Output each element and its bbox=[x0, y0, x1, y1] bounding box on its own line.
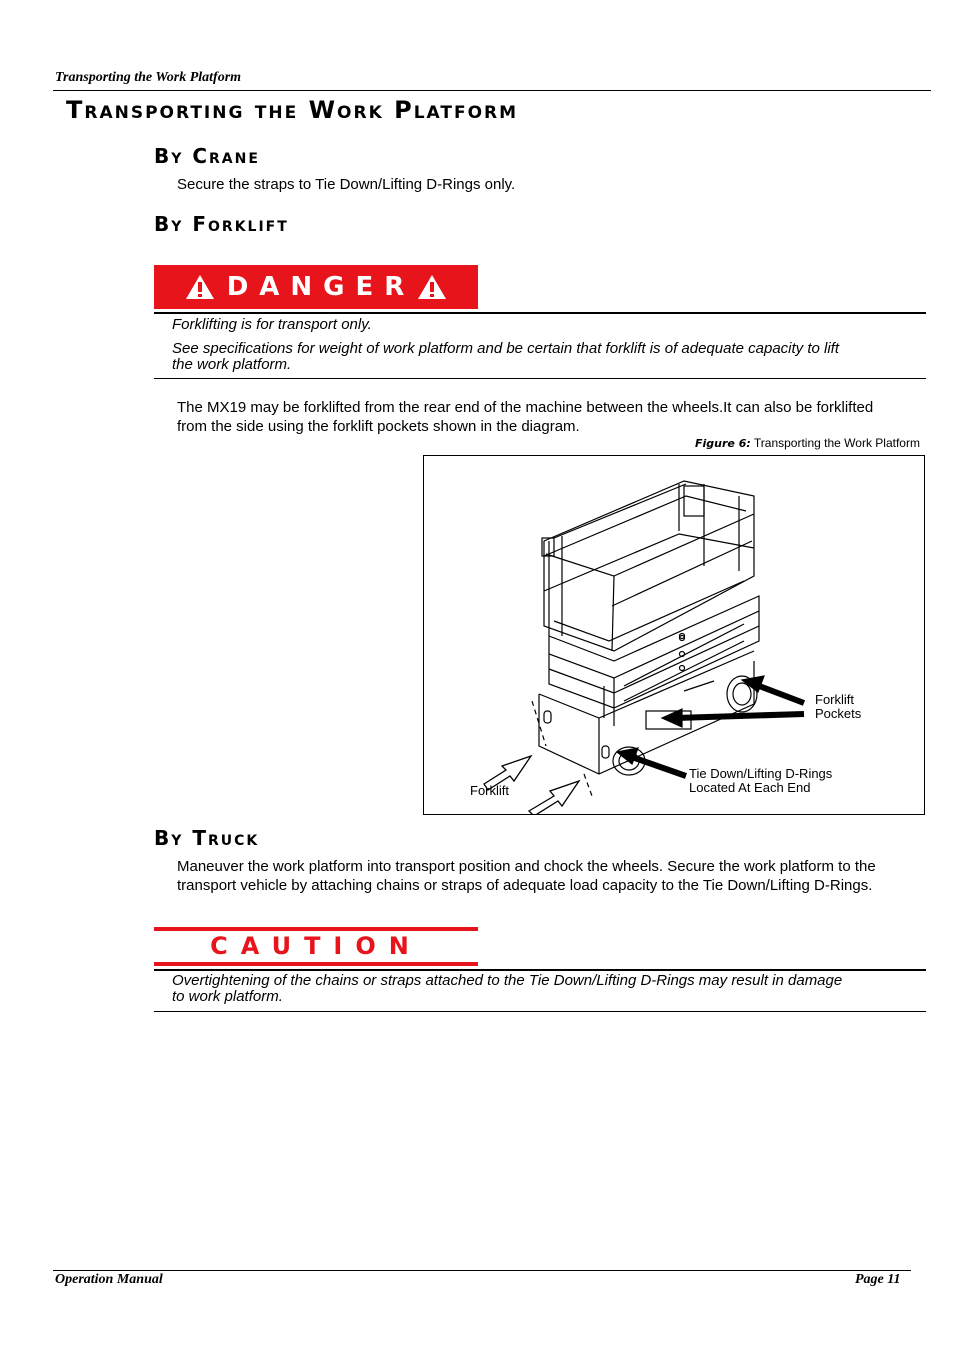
heading-by-crane: By Crane bbox=[154, 144, 260, 168]
heading-by-forklift: By Forklift bbox=[154, 212, 289, 236]
caution-label: CAUTION bbox=[210, 932, 422, 960]
label-forklift: Forklift bbox=[470, 783, 509, 798]
section-title: Transporting the Work Platform bbox=[66, 96, 519, 124]
label-dring-2: Located At Each End bbox=[689, 780, 811, 795]
label-forklift-pockets-1: Forklift bbox=[815, 692, 854, 707]
warning-triangle-icon bbox=[185, 274, 215, 300]
figure-title: Transporting the Work Platform bbox=[753, 436, 920, 450]
danger-note-1: Forklifting is for transport only. bbox=[172, 316, 372, 333]
header-rule bbox=[53, 90, 931, 91]
figure-caption bbox=[695, 436, 920, 450]
truck-text-2: transport vehicle by attaching chains or straps of adequate load capacity to the Tie Down/Lifting D-Rings. bbox=[177, 877, 873, 894]
footer-left: Operation Manual bbox=[55, 1272, 163, 1287]
caution-top-rule bbox=[154, 969, 926, 971]
crane-text: Secure the straps to Tie Down/Lifting D-Rings only. bbox=[177, 176, 516, 193]
danger-note-2: See specifications for weight of work platform and be certain that forklift is of adequate capacity to lift bbox=[172, 340, 840, 357]
danger-banner bbox=[154, 265, 478, 309]
truck-text-1: Maneuver the work platform into transport position and chock the wheels. Secure the work platform to the bbox=[177, 858, 876, 875]
danger-top-rule bbox=[154, 312, 926, 314]
label-forklift-pockets-2: Pockets bbox=[815, 706, 862, 721]
forklift-text-2: from the side using the forklift pockets shown in the diagram. bbox=[177, 418, 580, 435]
caution-bottom-rule bbox=[154, 1011, 926, 1012]
warning-triangle-icon bbox=[417, 274, 447, 300]
forklift-text-1: The MX19 may be forklifted from the rear end of the machine between the wheels.It can also be forklifted bbox=[177, 399, 874, 416]
scissor-lift-illustration bbox=[424, 456, 924, 814]
heading-by-truck: By Truck bbox=[154, 826, 260, 850]
caution-bottom-bar bbox=[154, 962, 478, 966]
caution-note-1: Overtightening of the chains or straps attached to the Tie Down/Lifting D-Rings may result in damage bbox=[172, 972, 843, 989]
figure-number: Figure 6: bbox=[695, 437, 751, 450]
caution-top-bar bbox=[154, 927, 478, 931]
danger-label: DANGER bbox=[226, 272, 416, 302]
page-number: Page 11 bbox=[855, 1272, 901, 1287]
running-header: Transporting the Work Platform bbox=[55, 70, 242, 85]
figure-frame bbox=[423, 455, 925, 815]
footer-rule bbox=[53, 1270, 911, 1271]
danger-note-3: the work platform. bbox=[172, 356, 292, 373]
caution-note-2: to work platform. bbox=[172, 988, 283, 1005]
label-dring-1: Tie Down/Lifting D-Rings bbox=[689, 766, 833, 781]
danger-bottom-rule bbox=[154, 378, 926, 379]
